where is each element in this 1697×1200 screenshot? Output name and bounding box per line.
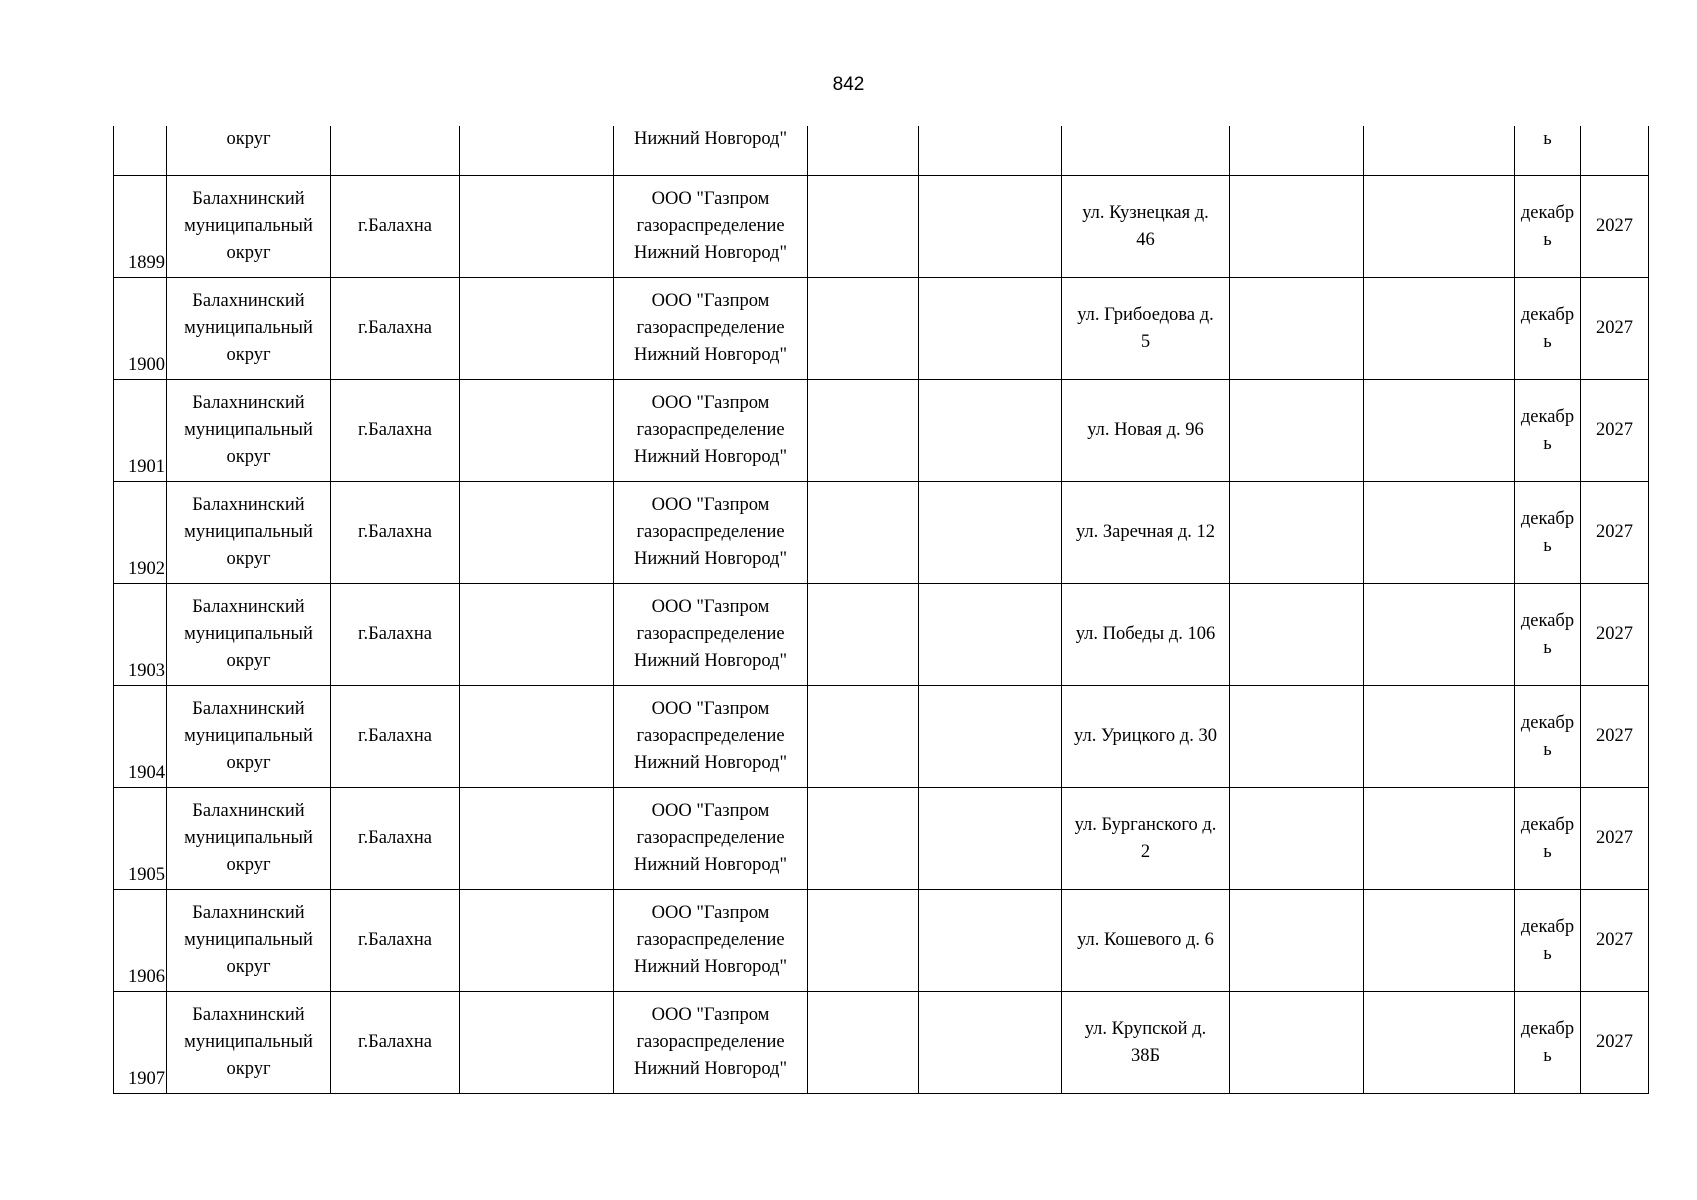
address-line: ул. Победы д. 106 — [1075, 624, 1216, 644]
address-line: 2 — [1140, 841, 1151, 862]
cell-empty — [460, 992, 614, 1094]
cell-month — [1515, 482, 1581, 584]
cell-year: 2027 — [1581, 176, 1649, 278]
cell-num: 1902 — [114, 482, 167, 584]
cell-num: 1905 — [114, 788, 167, 890]
month-line: ь — [1543, 229, 1552, 250]
company-line: ООО "Газпром — [651, 699, 770, 719]
company-line: ООО "Газпром — [651, 597, 770, 617]
cell-town: г.Балахна — [331, 584, 460, 686]
month-line: ь — [1543, 331, 1552, 352]
table-row — [114, 788, 1649, 890]
district-line: муниципальный — [184, 930, 313, 950]
cell-district: округ — [167, 126, 331, 176]
continuation-row — [114, 126, 1649, 176]
cell-num: 1899 — [114, 176, 167, 278]
cell-empty — [919, 126, 1062, 176]
cell-address — [1062, 380, 1230, 482]
district-line: Балахнинский — [192, 495, 305, 515]
cell-empty — [1364, 788, 1515, 890]
month-line: декабр — [1520, 1018, 1575, 1039]
month-line: ь — [1543, 841, 1552, 862]
company-line: газораспределение — [636, 828, 785, 848]
cell-company — [614, 890, 808, 992]
cell-address — [1062, 482, 1230, 584]
cell-empty — [808, 890, 919, 992]
cell-town — [331, 126, 460, 176]
district-line: Балахнинский — [192, 291, 305, 311]
company-line: газораспределение — [636, 318, 785, 338]
cell-company — [614, 380, 808, 482]
cell-empty — [808, 686, 919, 788]
cell-month — [1515, 890, 1581, 992]
cell-empty — [919, 788, 1062, 890]
cell-town: г.Балахна — [331, 992, 460, 1094]
district-line: муниципальный — [184, 828, 313, 848]
table-row — [114, 380, 1649, 482]
company-line: газораспределение — [636, 930, 785, 950]
cell-empty — [808, 584, 919, 686]
cell-empty — [808, 482, 919, 584]
cell-empty — [808, 380, 919, 482]
cell-empty — [1230, 278, 1364, 380]
cell-month — [1515, 992, 1581, 1094]
cell-town: г.Балахна — [331, 482, 460, 584]
month-line: ь — [1543, 943, 1552, 964]
cell-town: г.Балахна — [331, 278, 460, 380]
month-line: ь — [1543, 1045, 1552, 1066]
cell-empty — [1364, 992, 1515, 1094]
cell-month — [1515, 380, 1581, 482]
cell-empty — [460, 126, 614, 176]
district-line: округ — [226, 957, 271, 977]
cell-empty — [1364, 126, 1515, 176]
cell-month — [1515, 278, 1581, 380]
address-line: ул. Кузнецкая д. — [1082, 202, 1209, 223]
cell-num: 1906 — [114, 890, 167, 992]
cell-address — [1062, 278, 1230, 380]
district-line: муниципальный — [184, 726, 313, 746]
district-line: муниципальный — [184, 1032, 313, 1052]
cell-empty — [1230, 482, 1364, 584]
cell-empty — [1230, 992, 1364, 1094]
address-line: 5 — [1140, 331, 1151, 352]
cell-empty — [808, 278, 919, 380]
cell-company — [614, 482, 808, 584]
company-line: газораспределение — [636, 522, 785, 542]
company-line: газораспределение — [636, 1032, 785, 1052]
cell-num — [114, 126, 167, 176]
cell-month — [1515, 686, 1581, 788]
company-line: газораспределение — [636, 216, 785, 236]
cell-year: 2027 — [1581, 992, 1649, 1094]
cell-empty — [1230, 126, 1364, 176]
table-row — [114, 278, 1649, 380]
company-line: ООО "Газпром — [651, 189, 770, 209]
cell-town: г.Балахна — [331, 176, 460, 278]
month-line: ь — [1543, 433, 1552, 454]
cell-company — [614, 788, 808, 890]
cell-address — [1062, 176, 1230, 278]
month-line: декабр — [1520, 610, 1575, 631]
month-line: декабр — [1520, 202, 1575, 223]
cell-year: 2027 — [1581, 278, 1649, 380]
month-line: декабр — [1520, 304, 1575, 325]
district-line: округ — [226, 753, 271, 773]
district-line: округ — [226, 447, 271, 467]
cell-empty — [919, 992, 1062, 1094]
company-line: ООО "Газпром — [651, 495, 770, 515]
cell-empty — [1364, 890, 1515, 992]
cell-address — [1062, 126, 1230, 176]
cell-year: 2027 — [1581, 686, 1649, 788]
cell-company: Нижний Новгород" — [614, 126, 808, 176]
month-line: декабр — [1520, 406, 1575, 427]
cell-empty — [808, 126, 919, 176]
district-line: Балахнинский — [192, 393, 305, 413]
cell-num: 1901 — [114, 380, 167, 482]
cell-month — [1515, 584, 1581, 686]
cell-district — [167, 482, 331, 584]
cell-address — [1062, 992, 1230, 1094]
cell-empty — [1230, 380, 1364, 482]
cell-district — [167, 176, 331, 278]
cell-company — [614, 584, 808, 686]
table-row — [114, 482, 1649, 584]
cell-empty — [1364, 584, 1515, 686]
cell-empty — [460, 278, 614, 380]
cell-town: г.Балахна — [331, 380, 460, 482]
company-line: Нижний Новгород" — [633, 855, 788, 875]
cell-empty — [1364, 686, 1515, 788]
company-line: газораспределение — [636, 624, 785, 644]
cell-empty — [1230, 686, 1364, 788]
district-line: Балахнинский — [192, 189, 305, 209]
page-number: 842 — [832, 74, 865, 95]
cell-empty — [1230, 584, 1364, 686]
cell-empty — [808, 992, 919, 1094]
table-row — [114, 992, 1649, 1094]
cell-empty — [808, 176, 919, 278]
cell-year: 2027 — [1581, 788, 1649, 890]
cell-year — [1581, 126, 1649, 176]
cell-company — [614, 176, 808, 278]
address-line: 38Б — [1130, 1045, 1161, 1066]
table-row — [114, 584, 1649, 686]
month-line: ь — [1543, 535, 1552, 556]
cell-empty — [919, 482, 1062, 584]
company-line: Нижний Новгород" — [633, 345, 788, 365]
cell-empty — [1230, 890, 1364, 992]
company-line: газораспределение — [636, 726, 785, 746]
company-line: ООО "Газпром — [651, 393, 770, 413]
cell-district — [167, 584, 331, 686]
cell-empty — [919, 890, 1062, 992]
address-line: 46 — [1136, 229, 1155, 250]
cell-empty — [808, 788, 919, 890]
company-line: ООО "Газпром — [651, 291, 770, 311]
cell-company — [614, 686, 808, 788]
cell-empty — [460, 686, 614, 788]
table-row — [114, 176, 1649, 278]
company-line: Нижний Новгород" — [633, 243, 788, 263]
cell-empty — [1364, 482, 1515, 584]
district-line: округ — [226, 651, 271, 671]
cell-empty — [460, 890, 614, 992]
cell-empty — [460, 380, 614, 482]
district-line: Балахнинский — [192, 903, 305, 923]
cell-year: 2027 — [1581, 380, 1649, 482]
cell-empty — [1230, 176, 1364, 278]
cell-empty — [1364, 278, 1515, 380]
gas-register-table — [113, 126, 1649, 1094]
district-line: Балахнинский — [192, 801, 305, 821]
cell-empty — [460, 788, 614, 890]
cell-month — [1515, 176, 1581, 278]
district-line: муниципальный — [184, 624, 313, 644]
cell-district — [167, 278, 331, 380]
cell-empty — [460, 584, 614, 686]
cell-town: г.Балахна — [331, 788, 460, 890]
cell-month — [1515, 788, 1581, 890]
month-line: декабр — [1520, 814, 1575, 835]
cell-district — [167, 890, 331, 992]
cell-month: ь — [1515, 126, 1581, 176]
district-line: муниципальный — [184, 318, 313, 338]
cell-num: 1907 — [114, 992, 167, 1094]
cell-empty — [1364, 380, 1515, 482]
company-line: ООО "Газпром — [651, 903, 770, 923]
cell-company — [614, 992, 808, 1094]
cell-empty — [460, 482, 614, 584]
cell-num: 1900 — [114, 278, 167, 380]
cell-empty — [919, 584, 1062, 686]
cell-company — [614, 278, 808, 380]
address-line: ул. Кошевого д. 6 — [1077, 930, 1214, 950]
cell-year: 2027 — [1581, 890, 1649, 992]
district-line: округ — [226, 1059, 271, 1079]
district-line: муниципальный — [184, 420, 313, 440]
company-line: ООО "Газпром — [651, 801, 770, 821]
cell-year: 2027 — [1581, 584, 1649, 686]
cell-address — [1062, 686, 1230, 788]
cell-empty — [919, 380, 1062, 482]
cell-year: 2027 — [1581, 482, 1649, 584]
cell-town: г.Балахна — [331, 686, 460, 788]
cell-empty — [460, 176, 614, 278]
cell-district — [167, 992, 331, 1094]
cell-empty — [1230, 788, 1364, 890]
district-line: округ — [226, 855, 271, 875]
table-row — [114, 686, 1649, 788]
company-line: Нижний Новгород" — [633, 957, 788, 977]
cell-num: 1903 — [114, 584, 167, 686]
address-line: ул. Грибоедова д. — [1077, 304, 1214, 325]
district-line: округ — [226, 549, 271, 569]
month-line: декабр — [1520, 916, 1575, 937]
cell-district — [167, 788, 331, 890]
cell-address — [1062, 788, 1230, 890]
cell-district — [167, 380, 331, 482]
district-line: Балахнинский — [192, 1005, 305, 1025]
month-line: ь — [1543, 739, 1552, 760]
cell-town: г.Балахна — [331, 890, 460, 992]
company-line: Нижний Новгород" — [633, 549, 788, 569]
district-line: Балахнинский — [192, 699, 305, 719]
district-line: муниципальный — [184, 216, 313, 236]
address-line: ул. Крупской д. — [1084, 1018, 1207, 1039]
address-line: ул. Бурганского д. — [1074, 814, 1217, 835]
company-line: Нижний Новгород" — [633, 753, 788, 773]
month-line: декабр — [1520, 508, 1575, 529]
cell-address — [1062, 890, 1230, 992]
district-line: Балахнинский — [192, 597, 305, 617]
month-line: декабр — [1520, 712, 1575, 733]
cell-empty — [919, 686, 1062, 788]
company-line: ООО "Газпром — [651, 1005, 770, 1025]
month-line: ь — [1543, 637, 1552, 658]
cell-empty — [919, 176, 1062, 278]
address-line: ул. Заречная д. 12 — [1075, 522, 1216, 542]
company-line: Нижний Новгород" — [633, 1059, 788, 1079]
company-line: Нижний Новгород" — [633, 651, 788, 671]
district-line: округ — [226, 345, 271, 365]
company-line: газораспределение — [636, 420, 785, 440]
address-line: ул. Урицкого д. 30 — [1074, 726, 1217, 746]
table-row — [114, 890, 1649, 992]
cell-num: 1904 — [114, 686, 167, 788]
district-line: округ — [226, 243, 271, 263]
district-line: муниципальный — [184, 522, 313, 542]
cell-empty — [919, 278, 1062, 380]
cell-empty — [1364, 176, 1515, 278]
address-line: ул. Новая д. 96 — [1087, 420, 1204, 440]
cell-district — [167, 686, 331, 788]
table-body — [114, 126, 1649, 1094]
company-line: Нижний Новгород" — [633, 447, 788, 467]
cell-address — [1062, 584, 1230, 686]
